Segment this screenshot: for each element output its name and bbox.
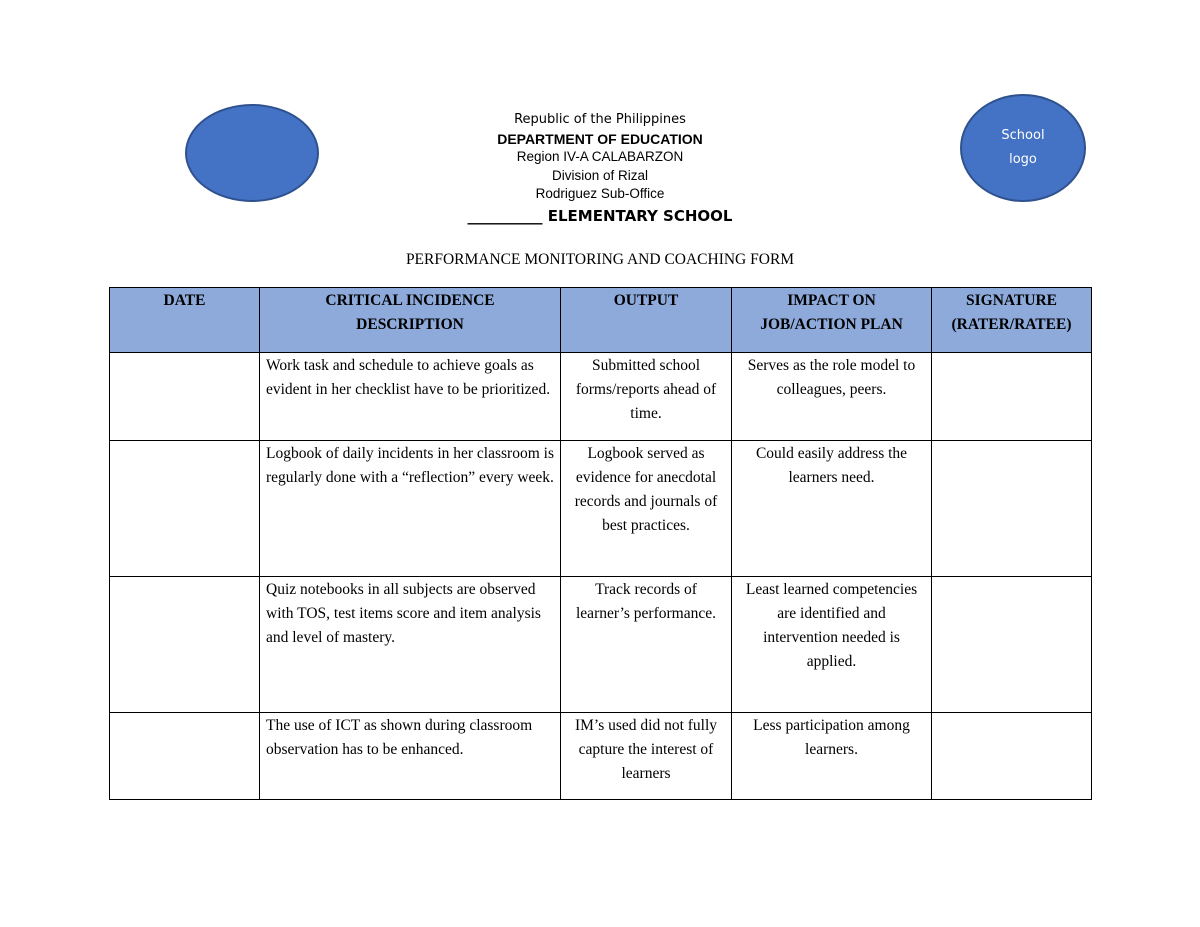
division-line: Division of Rizal [551,167,649,183]
output-cell: Track records of learner’s performance. [561,577,732,713]
impact-cell: Serves as the role model to colleagues, peers. [732,353,932,441]
header-critical-incidence: CRITICAL INCIDENCE DESCRIPTION [260,288,561,353]
signature-cell [932,713,1092,800]
description-cell: Logbook of daily incidents in her classroom is regularly done with a “reflection” every week. [260,441,561,577]
date-cell [110,353,260,441]
table-header-row [110,288,1092,353]
description-cell: Quiz notebooks in all subjects are observed with TOS, test items score and item analysis and level of mastery. [260,577,561,713]
department-line: DEPARTMENT OF EDUCATION [497,130,703,147]
monitoring-table [109,287,1092,800]
header-impact: IMPACT ON JOB/ACTION PLAN [732,288,932,353]
output-cell: Submitted school forms/reports ahead of time. [561,353,732,441]
description-cell: Work task and schedule to achieve goals as evident in her checklist have to be prioritized. [260,353,561,441]
school-logo-placeholder [960,94,1086,202]
school-name: __________ ELEMENTARY SCHOOL [467,207,733,225]
impact-cell: Less participation among learners. [732,713,932,800]
output-cell: Logbook served as evidence for anecdotal records and journals of best practices. [561,441,732,577]
school-logo-line1: School [1001,128,1045,143]
date-cell [110,577,260,713]
impact-cell: Least learned competencies are identified and intervention needed is applied. [732,577,932,713]
table-row [110,713,1092,800]
signature-cell [932,577,1092,713]
description-cell: The use of ICT as shown during classroom observation has to be enhanced. [260,713,561,800]
region-line: Region IV-A CALABARZON [516,149,684,165]
left-logo-placeholder [185,104,319,202]
table-row [110,577,1092,713]
output-cell: IM’s used did not fully capture the interest of learners [561,713,732,800]
date-cell [110,713,260,800]
signature-cell [932,353,1092,441]
school-logo-line2: logo [1009,152,1037,167]
header-date: DATE [110,288,260,353]
letterhead [400,111,800,204]
sub-office-line: Rodriguez Sub-Office [535,186,665,202]
header-signature: SIGNATURE (RATER/RATEE) [932,288,1092,353]
table-row [110,441,1092,577]
signature-cell [932,441,1092,577]
impact-cell: Could easily address the learners need. [732,441,932,577]
table-row [110,353,1092,441]
republic-line: Republic of the Philippines [514,112,686,127]
date-cell [110,441,260,577]
form-title: PERFORMANCE MONITORING AND COACHING FORM [405,251,795,268]
header-output: OUTPUT [561,288,732,353]
